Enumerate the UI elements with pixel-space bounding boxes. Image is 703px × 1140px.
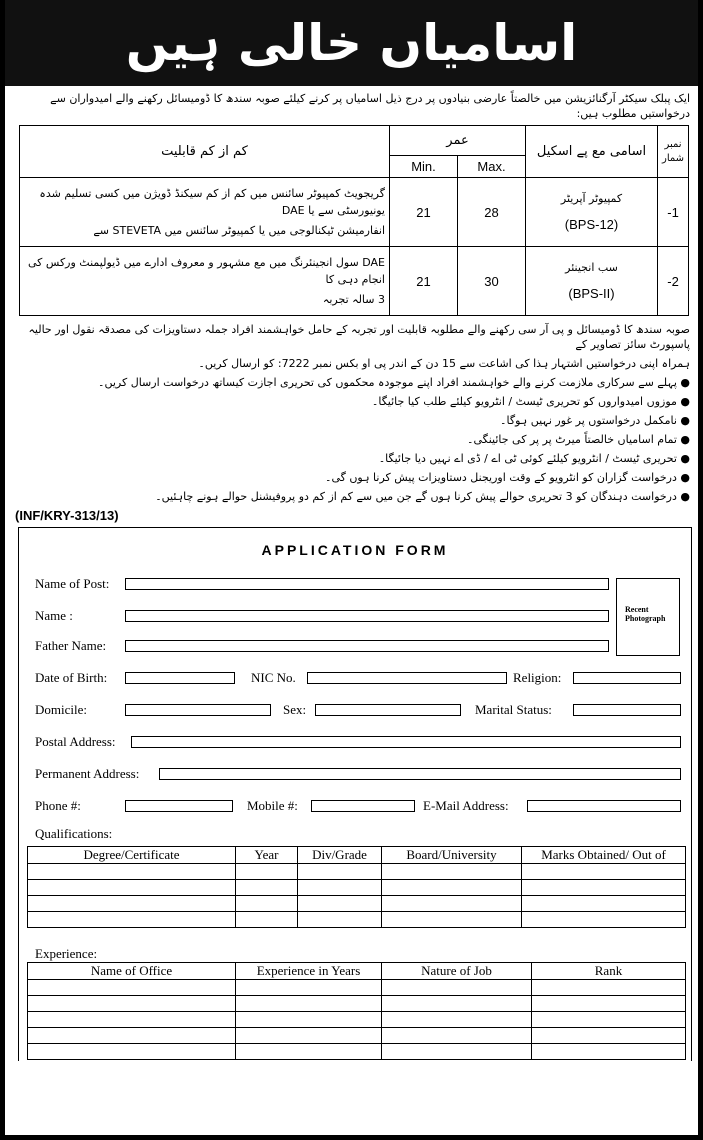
table-row[interactable] — [28, 864, 686, 880]
qualification-line: گریجویٹ کمپیوٹر سائنس میں کم از کم سیکنڈ ڈویژن میں کسی تسلیم شدہ یونیورسٹی سے یا DAE — [39, 187, 385, 217]
permanent-address-field[interactable] — [159, 768, 681, 780]
bullet-item: ● نامکمل درخواستوں پر غور نہیں ہوگا۔ — [500, 414, 690, 427]
label-postal-address: Postal Address: — [35, 734, 116, 749]
jobs-table — [19, 125, 689, 316]
bullet-item: ● تحریری ٹیسٹ / انٹرویو کیلئے کوئی ٹی اے / ڈی اے نہیں دیا جائیگا۔ — [378, 452, 690, 465]
domicile-field[interactable] — [125, 704, 271, 716]
reference-code: (INF/KRY-313/13) — [15, 508, 119, 523]
instructions — [13, 322, 690, 504]
label-mobile: Mobile #: — [247, 798, 298, 813]
post-name: سب انجینئر — [565, 261, 618, 274]
th-qualification: کم از کم قابلیت — [20, 126, 390, 178]
qualifications-table — [27, 846, 686, 928]
bullet-item: ● درخواست گزاران کو انٹرویو کے وقت اوریجنل دستاویزات پیش کرنا ہوں گی۔ — [325, 471, 690, 484]
max-age: 30 — [458, 247, 526, 316]
marital-status-field[interactable] — [573, 704, 681, 716]
pay-scale: (BPS-12) — [564, 217, 619, 232]
instructions-line: ہمراہ اپنی درخواستیں اشتہار ہذا کی اشاعت سے 15 دن کے اندر پی او بکس نمبر 7222: کو ارسال کریں۔ — [198, 357, 690, 370]
form-title: APPLICATION FORM — [261, 542, 449, 558]
label-permanent-address: Permanent Address: — [35, 766, 140, 781]
table-row[interactable] — [28, 996, 686, 1012]
email-field[interactable] — [527, 800, 681, 812]
table-row — [20, 247, 689, 316]
application-form — [18, 527, 692, 1061]
name-of-post-field[interactable] — [125, 578, 609, 590]
father-name-field[interactable] — [125, 640, 609, 652]
photo-box: Recent Photograph — [616, 578, 680, 656]
label-email: E-Mail Address: — [423, 798, 509, 813]
table-row[interactable] — [28, 1044, 686, 1060]
nic-field[interactable] — [307, 672, 507, 684]
label-marital-status: Marital Status: — [475, 702, 552, 717]
min-age: 21 — [390, 178, 458, 247]
table-row[interactable] — [28, 896, 686, 912]
postal-address-field[interactable] — [131, 736, 681, 748]
th-age: عمر — [390, 126, 526, 156]
phone-field[interactable] — [125, 800, 233, 812]
exp-col-office: Name of Office — [28, 963, 236, 980]
max-age: 28 — [458, 178, 526, 247]
qual-col-degree: Degree/Certificate — [28, 847, 236, 864]
mobile-field[interactable] — [311, 800, 415, 812]
qualifications-heading: Qualifications: — [35, 826, 113, 841]
instructions-line: صوبہ سندھ کا ڈومیسائل و پی آر سی رکھنے والے مطلوبہ قابلیت اور تجربہ کے حامل خواہشمند افراد جملہ دستاویزات کی مصدقہ نقول اور حالیہ پاسپورٹ سائز تصاویر کے — [28, 323, 690, 351]
header-banner — [5, 0, 698, 86]
label-phone: Phone #: — [35, 798, 81, 813]
page-title: اسامیاں خالی ہیں — [125, 14, 578, 72]
exp-col-rank: Rank — [532, 963, 686, 980]
bullet-item: ● پہلے سے سرکاری ملازمت کرنے والے خواہشمند افراد اپنے موجودہ محکموں کی تحریری اجازت کیساتھ درخواست ارسال کریں۔ — [98, 376, 690, 389]
table-row[interactable] — [28, 980, 686, 996]
table-row — [20, 178, 689, 247]
experience-table — [27, 962, 686, 1060]
religion-field[interactable] — [573, 672, 681, 684]
row-number: -2 — [658, 247, 689, 316]
label-name-of-post: Name of Post: — [35, 576, 110, 591]
dob-field[interactable] — [125, 672, 235, 684]
post-name: کمپیوٹر آپریٹر — [560, 192, 623, 205]
bullet-item: ● موزوں امیدواروں کو تحریری ٹیسٹ / انٹرویو کیلئے طلب کیا جائیگا۔ — [371, 395, 690, 408]
th-max: Max. — [458, 156, 526, 178]
table-row[interactable] — [28, 1028, 686, 1044]
name-field[interactable] — [125, 610, 609, 622]
qual-col-board: Board/University — [382, 847, 522, 864]
label-sex: Sex: — [283, 702, 307, 717]
experience-heading: Experience: — [35, 946, 98, 961]
th-no: نمبر شمار — [658, 126, 689, 178]
qualification-line: انفارمیشن ٹیکنالوجی میں یا کمپیوٹر سائنس میں STEVETA سے — [93, 224, 385, 237]
pay-scale: (BPS-II) — [568, 286, 615, 301]
label-dob: Date of Birth: — [35, 670, 108, 685]
table-row[interactable] — [28, 912, 686, 928]
bullet-item: ● تمام اسامیاں خالصتاً میرٹ پر پر کی جائینگی۔ — [467, 433, 690, 446]
table-row[interactable] — [28, 1012, 686, 1028]
table-row[interactable] — [28, 880, 686, 896]
exp-col-nature: Nature of Job — [382, 963, 532, 980]
label-name: Name : — [35, 608, 73, 623]
th-post: اسامی مع پے اسکیل — [526, 126, 658, 178]
th-min: Min. — [390, 156, 458, 178]
qualification-line: DAE سول انجینئرنگ میں مع مشہور و معروف ادارے میں ڈیولپمنٹ ورکس کی انجام دہی کا — [28, 256, 385, 286]
intro-text: ایک پبلک سیکٹر آرگنائزیشن میں خالصتاً عارضی بنیادوں پر درج ذیل اسامیاں پر کرنے کیلئے صوبہ سندھ کا ڈومیسائل رکھنے والے امیدواران سے درخواستیں مطلوب ہیں: — [50, 92, 690, 120]
qual-col-marks: Marks Obtained/ Out of — [522, 847, 686, 864]
row-number: -1 — [658, 178, 689, 247]
qual-col-year: Year — [236, 847, 298, 864]
exp-col-years: Experience in Years — [236, 963, 382, 980]
label-nic: NIC No. — [251, 670, 296, 685]
label-religion: Religion: — [513, 670, 562, 685]
min-age: 21 — [390, 247, 458, 316]
label-domicile: Domicile: — [35, 702, 87, 717]
label-father-name: Father Name: — [35, 638, 107, 653]
sex-field[interactable] — [315, 704, 461, 716]
qualification-line: 3 سالہ تجربہ — [322, 293, 385, 306]
bullet-item: ● درخواست دہندگان کو 3 تحریری حوالے پیش کرنا ہوں گے جن میں سے کم از کم دو پروفیشنل حوالے ہونے چاہئیں۔ — [155, 490, 690, 503]
qual-col-grade: Div/Grade — [298, 847, 382, 864]
